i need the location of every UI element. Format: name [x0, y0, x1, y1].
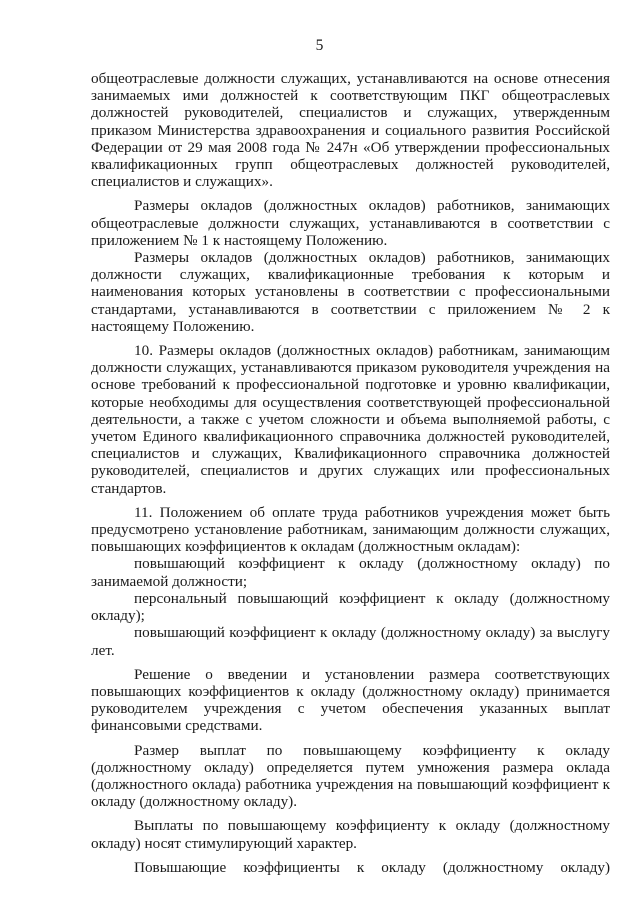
paragraph-continuation: общеотраслевые должности служащих, устанавливаются на основе отнесения занимаемых ими должностей к соответствующим ПКГ общеотраслевых должностей руководителей, специалистов и служащих, утвержденным приказом Министерства здравоохранения и социального развития Российской Федерации от 29 мая 2008 года № 247н «Об утверждении профессиональных квалификационных групп общеотраслевых должностей руководителей, специалистов и служащих». [91, 70, 610, 191]
paragraph-salary-standards: Размеры окладов (должностных окладов) работников, занимающих должности служащих, квалификационные требования к которым и наименования которых установлены в соответствии с профессиональными стандартами, устанавливаются в соответствии с приложением № 2 к настоящему Положению. [91, 249, 610, 335]
paragraph-salary-general: Размеры окладов (должностных окладов) работников, занимающих общеотраслевые должности служащих, устанавливаются в соответствии с приложением № 1 к настоящему Положению. [91, 197, 610, 249]
document-body [91, 70, 610, 876]
list-item-seniority-coefficient: повышающий коэффициент к окладу (должностному окладу) за выслугу лет. [91, 624, 610, 659]
paragraph-payment-nature: Выплаты по повышающему коэффициенту к окладу (должностному окладу) носят стимулирующий характер. [91, 817, 610, 852]
list-item-position-coefficient: повышающий коэффициент к окладу (должностному окладу) по занимаемой должности; [91, 555, 610, 590]
paragraph-decision: Решение о введении и установлении размера соответствующих повышающих коэффициентов к окладу (должностному окладу) принимается руководителем учреждения с учетом обеспечения указанных выплат финансовыми средствами. [91, 665, 610, 735]
paragraph-payment-amount: Размер выплат по повышающему коэффициенту к окладу (должностному окладу) определяется путем умножения размера оклада (должностного оклада) работника учреждения на повышающий коэффициент к окладу (должностному окладу). [91, 741, 610, 811]
paragraph-item-10: 10. Размеры окладов (должностных окладов) работникам, занимающим должности служащих, устанавливаются приказом руководителя учреждения на основе требований к профессиональной подготовке и уровню квалификации, которые необходимы для осуществления соответствующей профессиональной деятельности, а также с учетом сложности и объема выполняемой работы, с учетом Единого квалификационного справочника должностей руководителей, специалистов и служащих, Квалификационного справочника должностей руководителей, специалистов и других служащих или профессиональных стандартов. [91, 342, 610, 497]
paragraph-coefficients-continued: Повышающие коэффициенты к окладу (должностному окладу) [134, 858, 610, 876]
paragraph-item-11: 11. Положением об оплате труда работников учреждения может быть предусмотрено установление работникам, занимающим должности служащих, повышающих коэффициентов к окладам (должностным окладам): [91, 503, 610, 556]
list-item-personal-coefficient: персональный повышающий коэффициент к окладу (должностному окладу); [91, 589, 610, 625]
page-number: 5 [315, 37, 324, 54]
